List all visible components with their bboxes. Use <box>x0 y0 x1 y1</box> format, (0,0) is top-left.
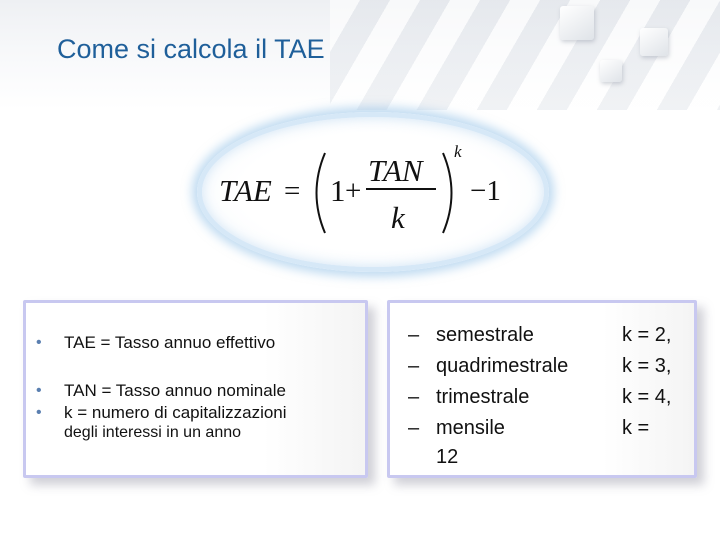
period-item <box>408 382 568 413</box>
periods-list <box>408 320 568 470</box>
definition-text: TAE = Tasso annuo effettivo <box>64 333 276 352</box>
period-label: quadrimestrale <box>436 355 569 377</box>
period-extra-value: 12 <box>436 446 459 468</box>
dash-marker: – <box>408 355 420 377</box>
formula-denominator: k <box>391 200 405 235</box>
periods-panel <box>387 300 697 478</box>
period-label: trimestrale <box>436 386 530 408</box>
definition-text: TAN = Tasso annuo nominale <box>64 381 286 400</box>
period-item <box>408 351 568 382</box>
k-value: k = 2, <box>622 324 672 346</box>
definition-text: k = numero di capitalizzazioni <box>64 403 287 422</box>
definition-text-continued: degli interessi in un anno <box>64 424 242 441</box>
formula-right-paren <box>443 153 452 233</box>
formula-plus: + <box>345 175 362 207</box>
period-label: semestrale <box>436 324 534 346</box>
k-value: k = <box>622 417 650 439</box>
period-label: mensile <box>436 417 505 439</box>
formula-one: 1 <box>330 173 346 208</box>
dash-marker: – <box>408 386 420 408</box>
definitions-list <box>36 333 287 443</box>
formula-minus-one: −1 <box>470 175 501 207</box>
dash-marker: – <box>408 324 420 346</box>
definition-tan <box>36 381 287 401</box>
dash-marker: – <box>408 417 420 439</box>
formula-numerator: TAN <box>368 153 423 188</box>
period-item <box>408 413 568 444</box>
period-item <box>408 320 568 351</box>
definition-k <box>36 403 287 443</box>
k-value: k = 4, <box>622 386 672 408</box>
slide-title: Come si calcola il TAE <box>57 34 325 64</box>
formula-equals: = <box>284 175 301 207</box>
bullet-icon: • <box>36 382 42 399</box>
definitions-panel <box>23 300 368 478</box>
formula-lhs: TAE <box>219 173 272 208</box>
formula-left-paren <box>317 153 326 233</box>
bullet-icon: • <box>36 334 42 351</box>
definition-tae <box>36 333 287 353</box>
formula-exponent: k <box>454 142 462 161</box>
k-value: k = 3, <box>622 355 672 377</box>
bullet-icon: • <box>36 404 42 421</box>
k-values-list <box>622 320 671 444</box>
